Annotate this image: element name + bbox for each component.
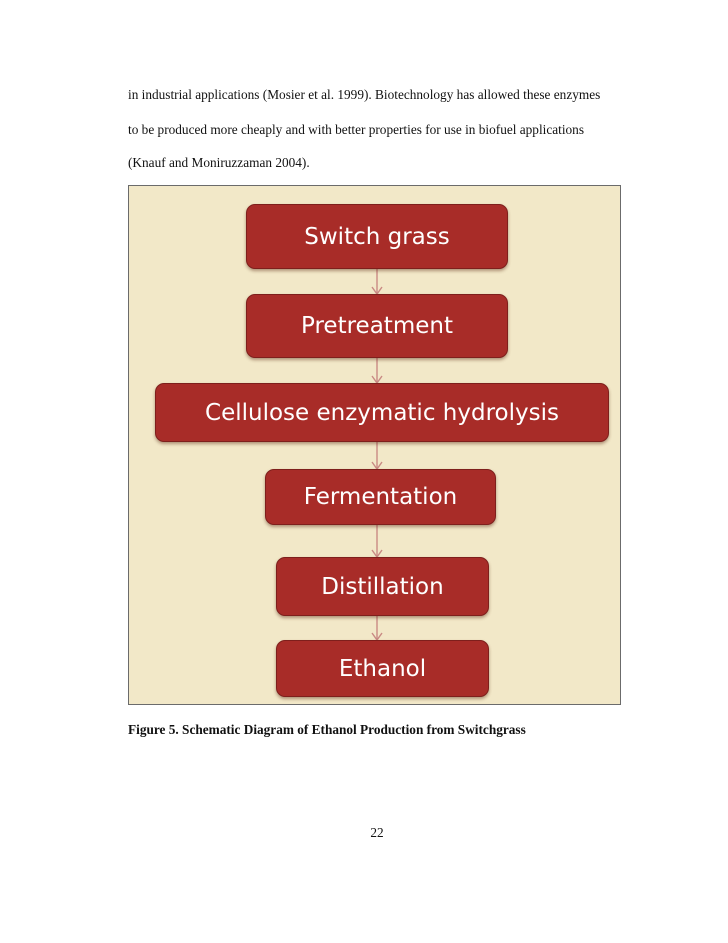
body-text-line-2: to be produced more cheaply and with better properties for use in biofuel applications [128,122,585,137]
step-fermentation: Fermentation [265,469,496,525]
step-switch-grass: Switch grass [246,204,508,269]
step-cellulose-enzymatic-hydrolysis: Cellulose enzymatic hydrolysis [155,383,609,442]
figure-caption: Figure 5. Schematic Diagram of Ethanol Production from Switchgrass [128,722,526,737]
step-pretreatment: Pretreatment [246,294,508,358]
step-ethanol: Ethanol [276,640,489,697]
page-number: 22 [370,825,384,840]
body-text-line-1: in industrial applications (Mosier et al. 1999). Biotechnology has allowed these enzymes [128,87,601,102]
body-text-line-3: (Knauf and Moniruzzaman 2004). [128,155,310,170]
step-distillation: Distillation [276,557,489,616]
flow-diagram [128,185,621,705]
